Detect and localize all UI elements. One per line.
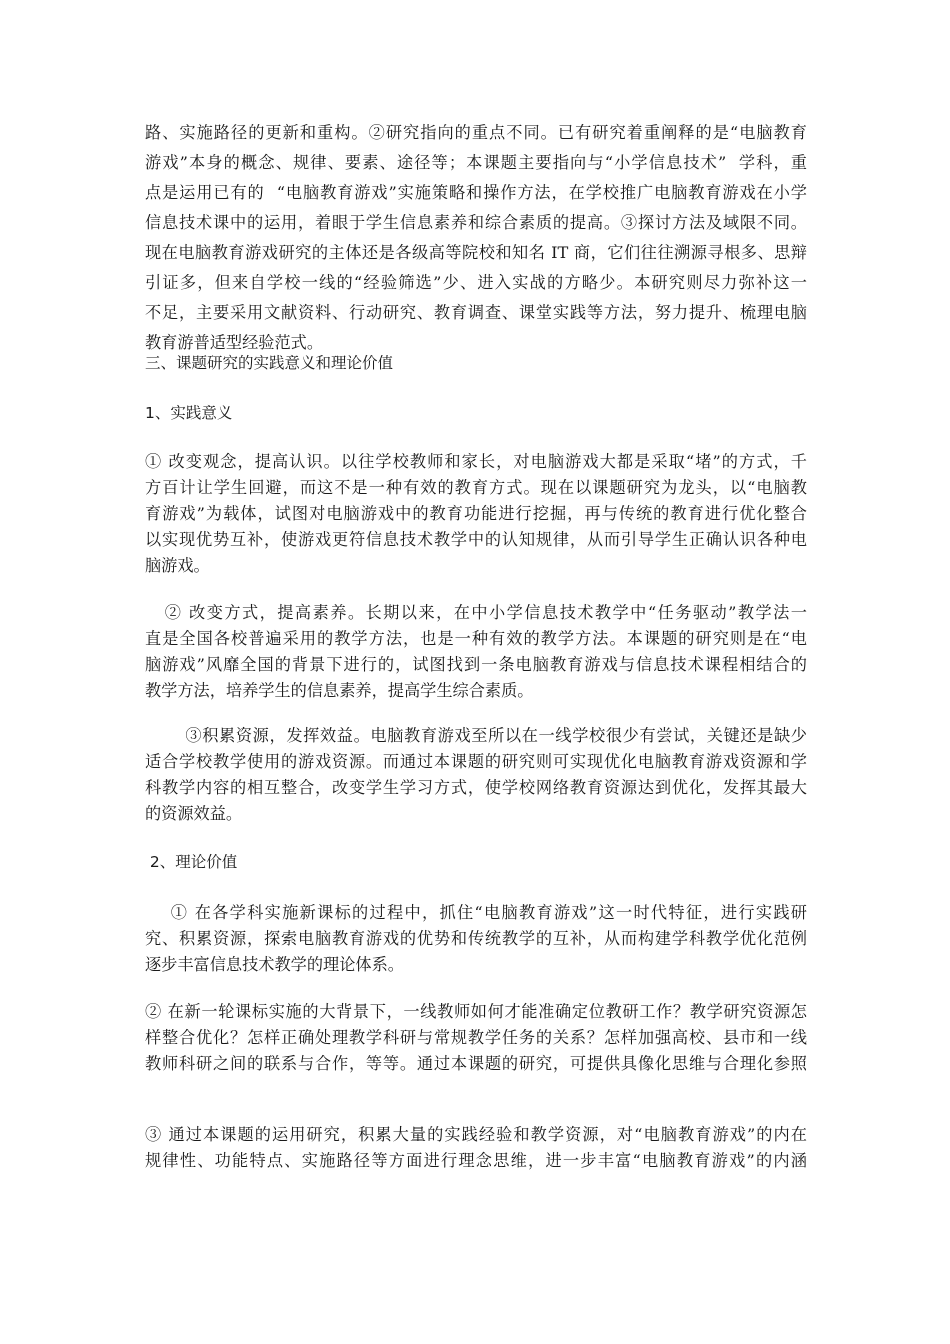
text-line: 脑游戏”风靡全国的背景下进行的，试图找到一条电脑教育游戏与信息技术课程相结合的 bbox=[145, 655, 807, 674]
text-line: 脑游戏。 bbox=[145, 556, 210, 575]
text-line: ② 改变方式，提高素养。长期以来，在中小学信息技术教学中“任务驱动”教学法一 bbox=[145, 603, 807, 622]
text-line: 教育游普适型经验范式。 bbox=[145, 333, 324, 352]
section-heading: 三、课题研究的实践意义和理论价值 bbox=[145, 354, 394, 372]
text-line: 游戏”本身的概念、规律、要素、途径等；本课题主要指向与“小学信息技术” 学科，重 bbox=[145, 153, 807, 172]
text-line: ① 改变观念，提高认识。以往学校教师和家长，对电脑游戏大都是采取“堵”的方式，千 bbox=[145, 452, 807, 471]
text-line: 教学方法，培养学生的信息素养，提高学生综合素质。 bbox=[145, 681, 534, 700]
text-line: 科教学内容的相互整合，改变学生学习方式，使学校网络教育资源达到优化，发挥其最大 bbox=[145, 778, 807, 797]
text-line: 教师科研之间的联系与合作，等等。通过本课题的研究，可提供具像化思维与合理化参照 bbox=[145, 1054, 807, 1073]
text-line: 信息技术课中的运用，着眼于学生信息素养和综合素质的提高。③探讨方法及域限不同。 bbox=[145, 213, 807, 232]
text-line: 点是运用已有的 “电脑教育游戏”实施策略和操作方法，在学校推广电脑教育游戏在小学 bbox=[145, 183, 807, 202]
text-line: 方百计让学生回避，而这不是一种有效的教育方式。现在以课题研究为龙头，以“电脑教 bbox=[145, 478, 807, 497]
subsection-heading: 2、理论价值 bbox=[145, 853, 238, 871]
text-line: 的资源效益。 bbox=[145, 804, 243, 823]
text-line: ③积累资源，发挥效益。电脑教育游戏至所以在一线学校很少有尝试，关键还是缺少 bbox=[145, 726, 807, 745]
text-line: 引证多，但来自学校一线的“经验筛选”少、进入实战的方略少。本研究则尽力弥补这一 bbox=[145, 273, 807, 292]
text-line: 规律性、功能特点、实施路径等方面进行理念思维，进一步丰富“电脑教育游戏”的内涵 bbox=[145, 1151, 807, 1170]
text-line: ① 在各学科实施新课标的过程中，抓住“电脑教育游戏”这一时代特征，进行实践研 bbox=[145, 903, 807, 922]
text-line: ③ 通过本课题的运用研究，积累大量的实践经验和教学资源，对“电脑教育游戏”的内在 bbox=[145, 1125, 807, 1144]
text-line: 不足，主要采用文献资料、行动研究、教育调查、课堂实践等方法，努力提升、梳理电脑 bbox=[145, 303, 807, 322]
text-line: 育游戏”为载体，试图对电脑游戏中的教育功能进行挖掘，再与传统的教育进行优化整合 bbox=[145, 504, 807, 523]
text-line: 样整合优化？怎样正确处理教学科研与常规教学任务的关系？怎样加强高校、县市和一线 bbox=[145, 1028, 807, 1047]
text-line: 现在电脑教育游戏研究的主体还是各级高等院校和知名 IT 商，它们往往溯源寻根多、思辩 bbox=[145, 243, 807, 262]
text-line: 以实现优势互补，使游戏更符信息技术教学中的认知规律，从而引导学生正确认识各种电 bbox=[145, 530, 807, 549]
text-line: 适合学校教学使用的游戏资源。而通过本课题的研究则可实现优化电脑教育游戏资源和学 bbox=[145, 752, 807, 771]
subsection-heading: 1、实践意义 bbox=[145, 404, 233, 422]
text-line: 直是全国各校普遍采用的教学方法，也是一种有效的教学方法。本课题的研究则是在“电 bbox=[145, 629, 807, 648]
text-line: 究、积累资源，探索电脑教育游戏的优势和传统教学的互补，从而构建学科教学优化范例 bbox=[145, 929, 807, 948]
text-line: 路、实施路径的更新和重构。②研究指向的重点不同。已有研究着重阐释的是“电脑教育 bbox=[145, 123, 807, 142]
text-line: 逐步丰富信息技术教学的理论体系。 bbox=[145, 955, 404, 974]
text-line: ② 在新一轮课标实施的大背景下，一线教师如何才能准确定位教研工作？教学研究资源怎 bbox=[145, 1002, 807, 1021]
